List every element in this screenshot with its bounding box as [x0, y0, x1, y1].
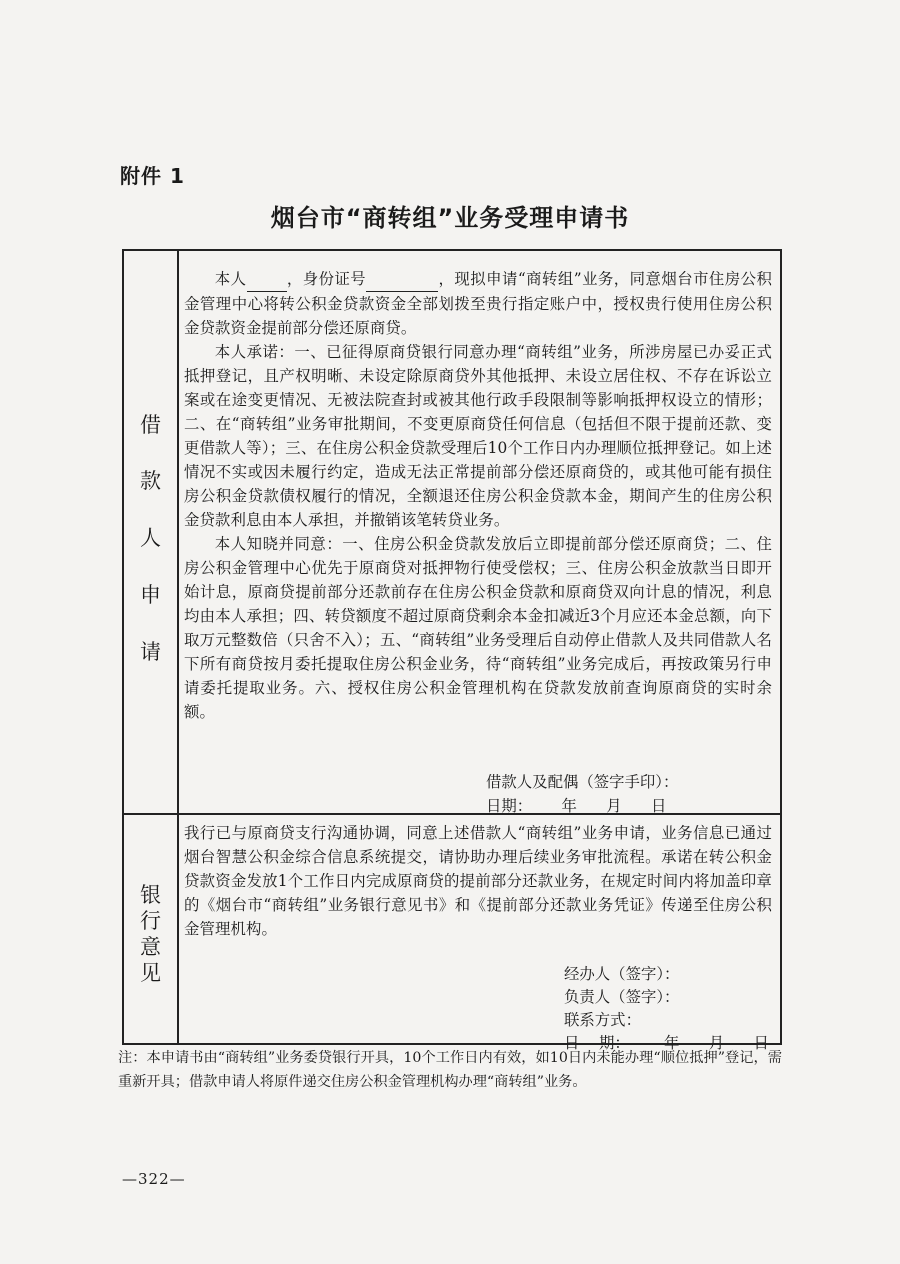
- borrower-label-char: 款: [140, 469, 161, 493]
- id-number-blank[interactable]: [366, 267, 438, 292]
- handler-signature-label: 经办人（签字）：: [564, 965, 680, 983]
- borrower-signature-label: 借款人及配偶（签字手印）：: [486, 773, 679, 791]
- bank-section: [124, 815, 780, 1052]
- page-number: —322—: [122, 1170, 186, 1188]
- borrower-date-label: 日期： 年 月 日: [486, 797, 667, 815]
- contact-label: 联系方式：: [564, 1011, 641, 1029]
- borrower-label-char: 申: [140, 583, 161, 607]
- name-blank[interactable]: [247, 267, 287, 292]
- bank-label-char: 意: [140, 935, 161, 959]
- borrower-label: [124, 251, 179, 813]
- bank-label-char: 银: [140, 883, 161, 907]
- attachment-label: 附件 1: [120, 164, 185, 188]
- footnote: 注：本申请书由“商转组”业务委贷银行开具，10个工作日内有效，如10日内未能办理“顺位抵押”登记，需重新开具；借款申请人将原件递交住房公积金管理机构办理“商转组”业务。: [118, 1050, 782, 1090]
- page-title: 烟台市“商转组”业务受理申请书: [270, 204, 630, 232]
- bank-label-char: 见: [140, 961, 161, 985]
- bank-date-label: 日 期： 年 月 日: [564, 1034, 769, 1052]
- authorization-paragraph: 本人 ，身份证号 ，现拟申请“商转组”业务，同意烟台市住房公积金管理中心将转公积金贷款资金全部划拨至贵行指定账户中，授权贵行使用住房公积金贷款资金提前部分偿还原商贷。: [184, 267, 772, 340]
- commitment-paragraph: 本人承诺：一、已征得原商贷银行同意办理“商转组”业务，所涉房屋已办妥正式抵押登记，且产权明晰、未设定除原商贷外其他抵押、未设立居住权、不存在诉讼立案或在途变更情况、无被法院查封或被其他行政手段限制等影响抵押权设立的情形；二、在“商转组”业务审批期间，不变更原商贷任何信息（包括但不限于提前还款、变更借款人等）；三、在住房公积金贷款受理后10个工作日内办理顺位抵押登记。如上述情况不实或因未履行约定，造成无法正常提前部分偿还原商贷的，或其他可能有损住房公积金贷款债权履行的情况，全额退还住房公积金贷款本金，期间产生的住房公积金贷款利息由本人承担，并撤销该笔转贷业务。: [184, 343, 772, 529]
- borrower-label-char: 借: [140, 413, 161, 437]
- bank-label: [124, 815, 179, 1043]
- consent-paragraph: 本人知晓并同意：一、住房公积金贷款发放后立即提前部分偿还原商贷；二、住房公积金管理中心优先于原商贷对抵押物行使受偿权；三、住房公积金放款当日即开始计息，原商贷提前部分还款前存在住房公积金贷款和原商贷双向计息的情况，利息均由本人承担；四、转贷额度不超过原商贷剩余本金扣减近3个月应还本金总额，向下取万元整数倍（只舍不入）；五、“商转组”业务受理后自动停止借款人及共同借款人名下所有商贷按月委托提取住房公积金业务，待“商转组”业务完成后，再按政策另行申请委托提取业务。六、授权住房公积金管理机构在贷款发放前查询原商贷的实时余额。: [184, 535, 772, 721]
- application-form: [122, 249, 782, 1052]
- bank-label-char: 行: [140, 909, 161, 933]
- bank-opinion-paragraph: 我行已与原商贷支行沟通协调，同意上述借款人“商转组”业务申请，业务信息已通过烟台智慧公积金综合信息系统提交，请协助办理后续业务审批流程。承诺在转公积金贷款资金发放1个工作日内完成原商贷的提前部分还款业务，在规定时间内将加盖印章的《烟台市“商转组”业务银行意见书》和《提前部分还款业务凭证》传递至住房公积金管理机构。: [184, 824, 772, 938]
- borrower-section: [124, 251, 780, 815]
- bank-content: [184, 815, 772, 1043]
- borrower-label-char: 人: [140, 526, 161, 550]
- borrower-label-char: 请: [140, 640, 161, 664]
- leader-signature-label: 负责人（签字）：: [564, 988, 680, 1006]
- borrower-content: [184, 251, 772, 813]
